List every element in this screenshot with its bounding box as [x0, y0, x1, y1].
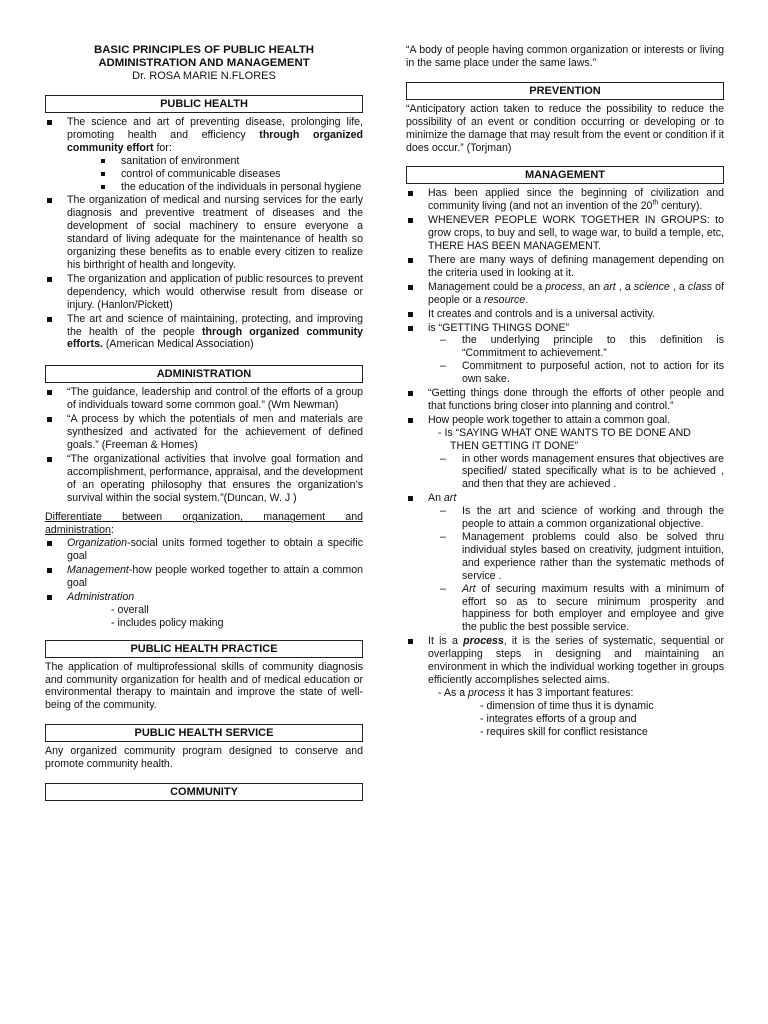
management-is-line: - Is “SAYING WHAT ONE WANTS TO BE DONE AND [438, 426, 691, 439]
community-heading: COMMUNITY [45, 783, 363, 801]
management-item-7: “Getting things done through the efforts of other people and that functions bring closer into planning and control.” [406, 387, 724, 413]
public-health-list [45, 116, 363, 351]
differentiate-heading: Differentiate between organization, management and administration: [45, 511, 363, 537]
management-item-10: It is a process, it is the series of systematic, sequential or overlapping steps in designing and maintaining an environment in which the individual working together in groups efficiently accomplishes selected aims. - As a process it has 3 important features: - dimension of time thus it is dynamic - integrates efforts of a group and - requires skill for conflict resistance [406, 635, 724, 738]
management-item-1: Has been applied since the beginning of civilization and community living (and not an invention of the 20th century). [406, 187, 724, 213]
public-health-sub-item: the education of the individuals in personal hygiene [101, 181, 363, 194]
management-item-5: It creates and controls and is a universal activity. [406, 308, 724, 321]
management-item-3: There are many ways of defining management depending on the criteria used in looking at it. [406, 254, 724, 280]
management-sub-item: – Management problems could also be solved thru individual styles based on creativity, judgment intuition, and experience rather than the systematic methods of service . [440, 531, 724, 583]
differentiate-administration: Administration - overall - includes policy making [45, 591, 363, 630]
process-feature: - requires skill for conflict resistance [480, 725, 648, 738]
management-sub-item: – the underlying principle to this definition is “Commitment to achievement.” [440, 334, 724, 360]
prevention-text: “Anticipatory action taken to reduce the possibility to reduce the possibility of an event or condition occurring or developing or to minimize the damage that may result from the event or condition if it does occur.” (Torjman) [406, 102, 724, 154]
management-sub-item: – Commitment to purposeful action, not to action for its own sake. [440, 360, 724, 386]
management-list [406, 187, 724, 738]
community-text: “A body of people having common organization or interests or living in the same place under the same laws.” [406, 44, 724, 69]
management-item-6-sublist [428, 334, 724, 386]
management-item-9: An art – Is the art and science of working and through the people to attain a common organizational objective. – Management problems could also be solved thru individual styles based on creativity, judgment intuition, and experience rather than the systematic methods of service . – Art of securing maximum results with a minimum of effort so as to secure minimum prosperity and happiness for both employer and employee and give the public the best possible service. [406, 492, 724, 634]
public-health-item-1: The science and art of preventing disease, prolonging life, promoting health and efficiency through organized community effort for: sanitation of environment control of communicable diseases the education of the individuals in personal hygiene [45, 116, 363, 193]
differentiate-list [45, 537, 363, 629]
management-heading: MANAGEMENT [406, 166, 724, 184]
public-health-item-2: The organization of medical and nursing services for the early diagnosis and preventive treatment of diseases and the development of social machinery to ensure everyone a standard of living adequate for the maintenance of health so organizing these benefits as to enable every citizen to realize his birthright of health and longevity. [45, 194, 363, 271]
management-sub-item: – in other words management ensures that objectives are specified/ stated specifically what is to be achieved , and then that they are achieved . [440, 453, 724, 492]
practice-text: The application of multiprofessional skills of community diagnosis and community organization for health and of medical education or environmental therapy to maintain and improve the state of well-being of the community. [45, 660, 363, 712]
process-features-intro: - As a process it has 3 important features: [438, 686, 634, 699]
administration-item: “A process by which the potentials of men and materials are synthesized and activated for the achievement of defined goals.” (Freeman & Homes) [45, 413, 363, 452]
service-heading: PUBLIC HEALTH SERVICE [45, 724, 363, 742]
left-column [45, 44, 363, 804]
management-item-4: Management could be a process, an art , a science , a class of people or a resource. [406, 281, 724, 307]
public-health-sub-item: control of communicable diseases [101, 168, 363, 181]
differentiate-management: Management-how people worked together to attain a common goal [45, 564, 363, 590]
public-health-sub-item: sanitation of environment [101, 155, 363, 168]
public-health-item-4: The art and science of maintaining, protecting, and improving the health of the people through organized community efforts. (American Medical Association) [45, 313, 363, 352]
public-health-item-3: The organization and application of public resources to prevent dependency, which would otherwise result from disease or injury. (Hanlon/Pickett) [45, 273, 363, 312]
prevention-heading: PREVENTION [406, 82, 724, 100]
differentiate-organization: Organization-social units formed together to obtain a specific goal [45, 537, 363, 563]
management-item-8-sublist [428, 453, 724, 492]
process-feature: - integrates efforts of a group and [480, 712, 637, 725]
management-item-2: WHENEVER PEOPLE WORK TOGETHER IN GROUPS: to grow crops, to buy and sell, to wage war, to build a temple, etc, THERE HAS BEEN MANAGEMENT. [406, 214, 724, 253]
administration-heading: ADMINISTRATION [45, 365, 363, 383]
service-text: Any organized community program designed to conserve and promote community health. [45, 745, 363, 771]
public-health-sublist [67, 155, 363, 194]
doc-title-line1: BASIC PRINCIPLES OF PUBLIC HEALTH [93, 44, 314, 56]
administration-list [45, 386, 363, 504]
administration-item: “The organizational activities that involve goal formation and accomplishment, performance, appraisal, and the development of an operating philosophy that ensures the organization’s survival within the social system.”(Duncan, W. J ) [45, 453, 363, 505]
public-health-heading: PUBLIC HEALTH [45, 95, 363, 113]
management-is-line-2: THEN GETTING IT DONE” [450, 439, 579, 452]
administration-sub-policy: - includes policy making [111, 616, 224, 629]
right-column [406, 44, 724, 740]
doc-author: Dr. ROSA MARIE N.FLORES [132, 70, 276, 82]
doc-title-line2: ADMINISTRATION AND MANAGEMENT [98, 57, 310, 69]
management-sub-item: – Is the art and science of working and through the people to attain a common organizational objective. [440, 505, 724, 531]
administration-item: “The guidance, leadership and control of the efforts of a group of individuals toward some common goal.” (Wm Newman) [45, 386, 363, 412]
management-sub-item: – Art of securing maximum results with a minimum of effort so as to secure minimum prosperity and happiness for both employer and employee and give the public the best possible service. [440, 583, 724, 635]
management-item-9-sublist [428, 505, 724, 634]
administration-sub-overall: - overall [111, 603, 149, 616]
management-item-8: How people work together to attain a common goal. - Is “SAYING WHAT ONE WANTS TO BE DONE AND THEN GETTING IT DONE” – in other words management ensures that objectives are specified/ stated specifically what is to be achieved , and then that they are achieved . [406, 414, 724, 491]
process-feature: - dimension of time thus it is dynamic [480, 699, 654, 712]
practice-heading: PUBLIC HEALTH PRACTICE [45, 640, 363, 658]
management-item-6: is “GETTING THINGS DONE” – the underlying principle to this definition is “Commitment to achievement.” – Commitment to purposeful action, not to action for its own sake. [406, 322, 724, 387]
